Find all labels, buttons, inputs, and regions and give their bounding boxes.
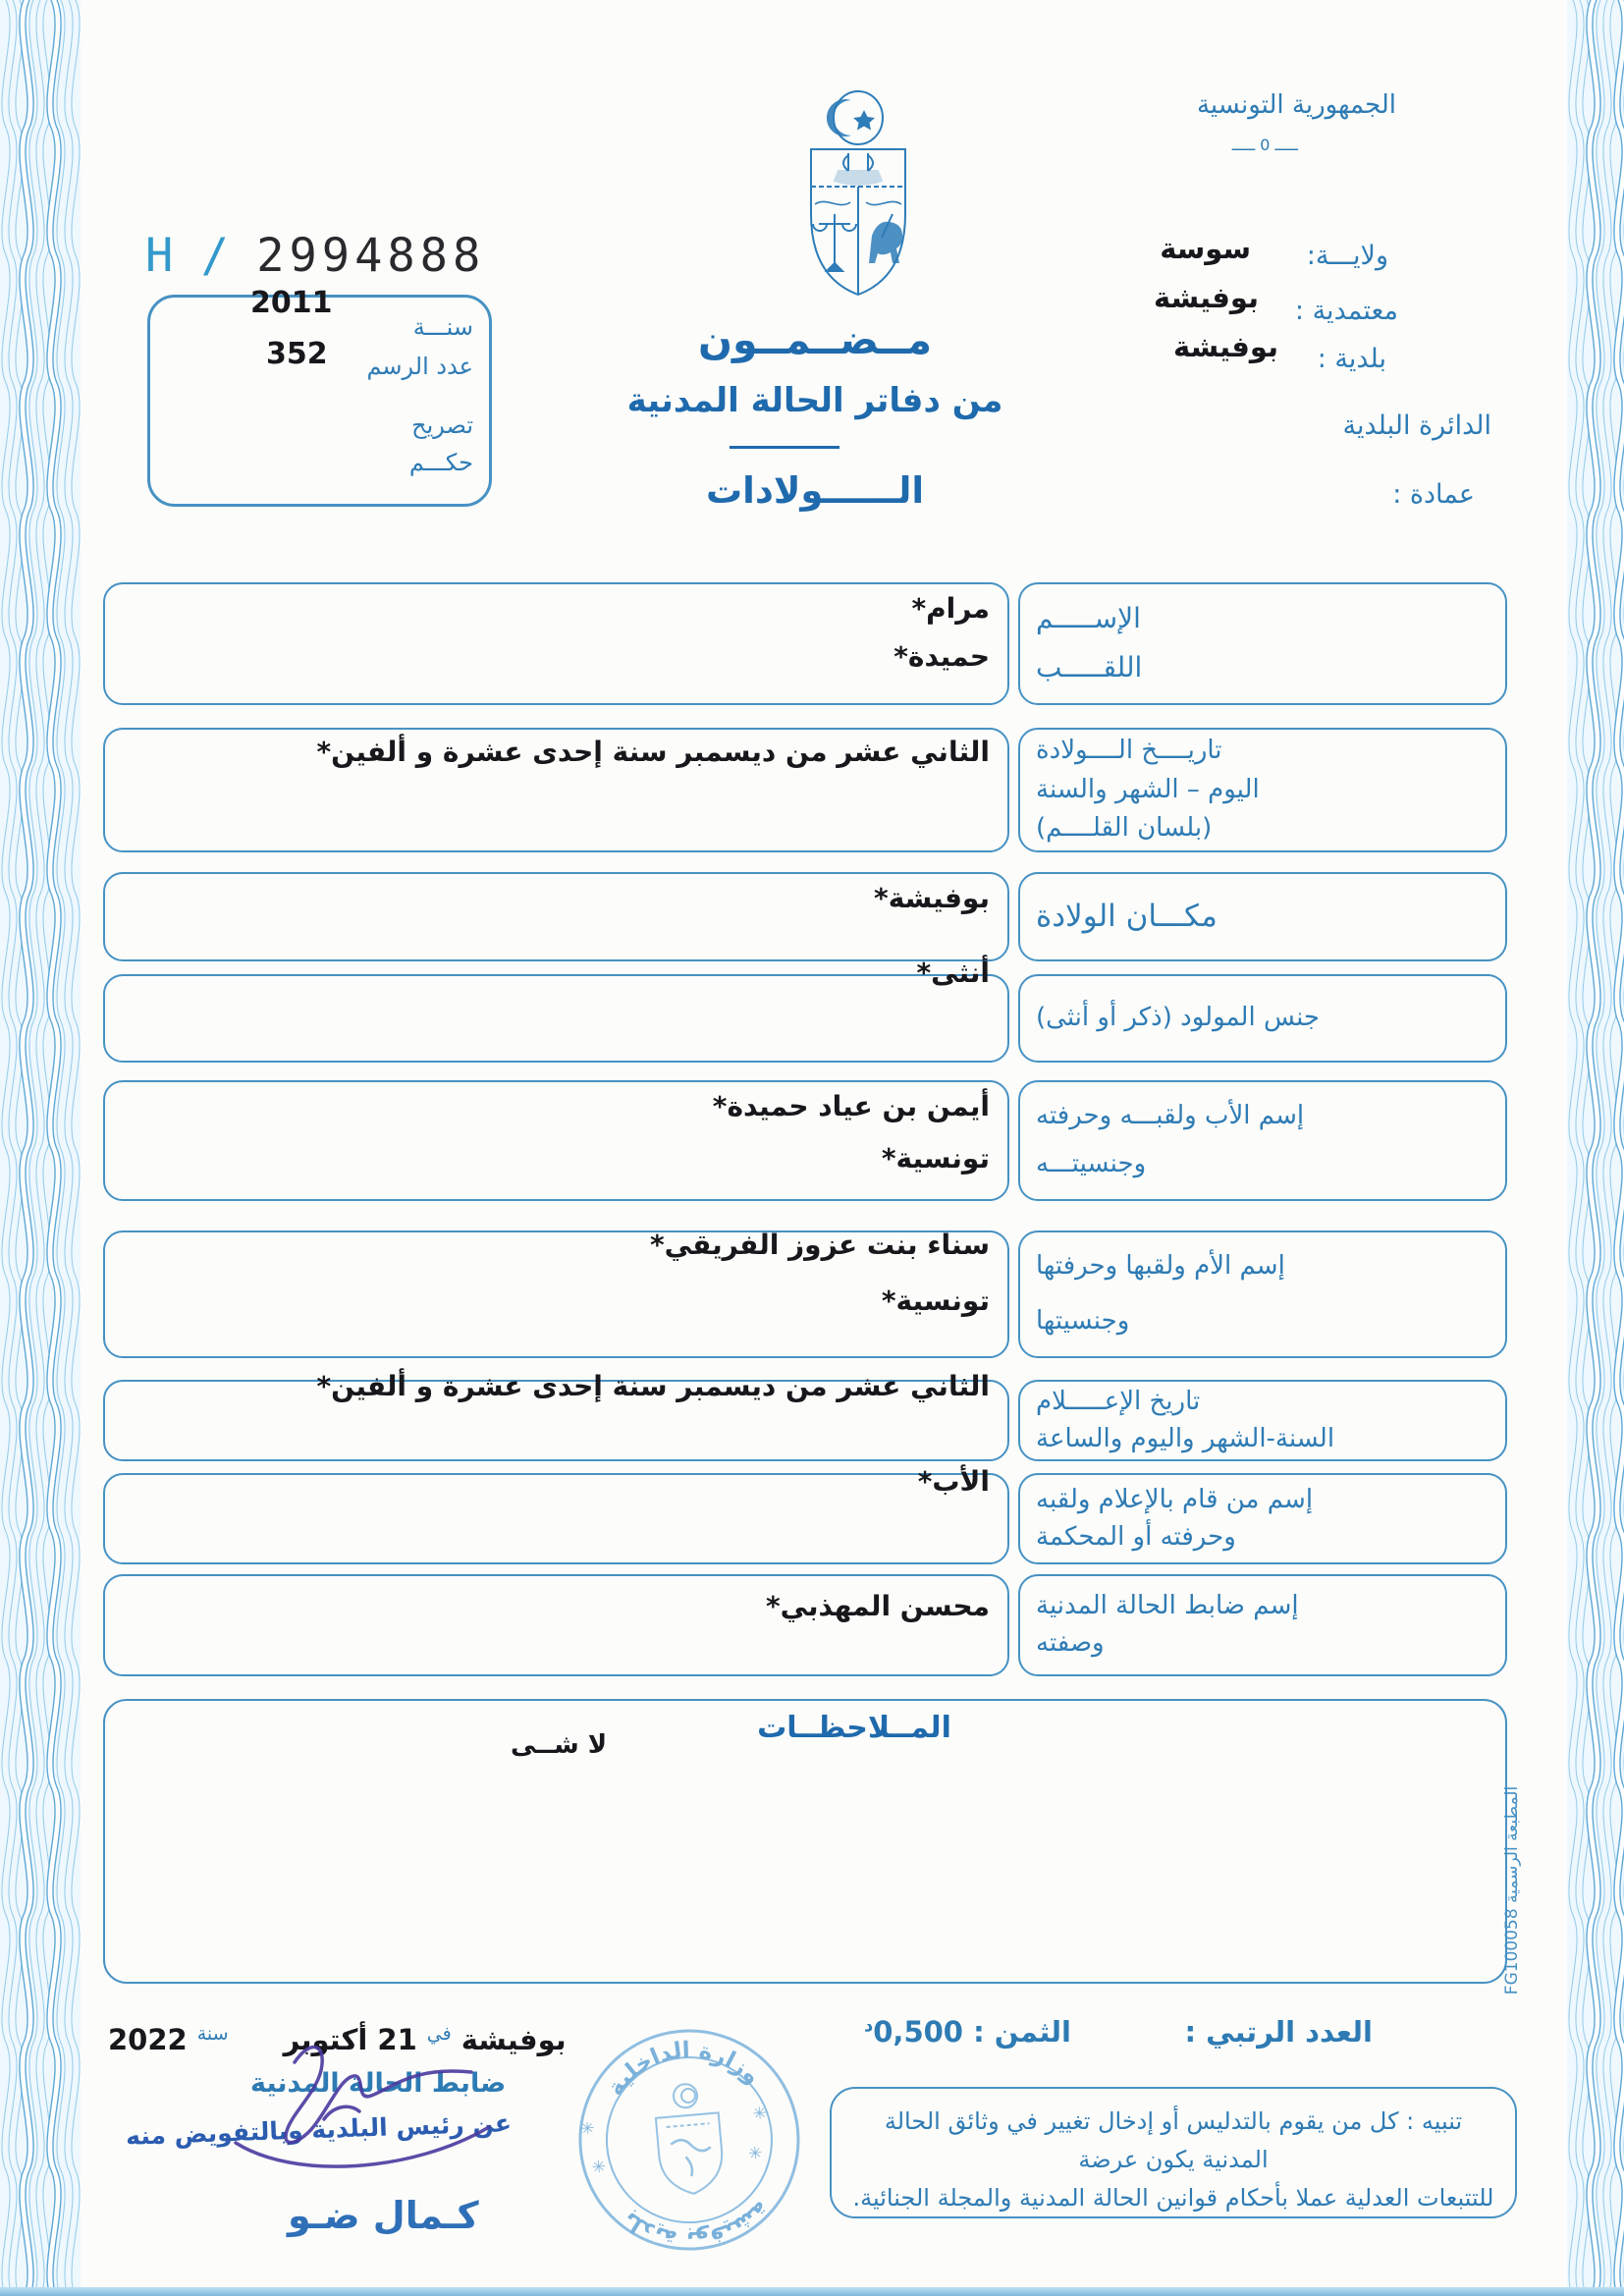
- warning-notice-box: [830, 2087, 1517, 2218]
- price-currency: د: [864, 2015, 874, 2037]
- republic-divider: ـــــ 0 ـــــ: [1231, 136, 1298, 154]
- price-label: الثمن :: [962, 2015, 1071, 2049]
- given-name-label: الإســـــم: [1036, 602, 1141, 635]
- remarks-value: لا شــى: [511, 1730, 608, 1760]
- surname-value: حميدة*: [893, 640, 990, 673]
- svg-text:✳: ✳: [747, 2143, 764, 2164]
- year-word: سنة: [196, 2023, 229, 2045]
- form-row-sex: [0, 957, 1624, 1063]
- civil-status-officer-title: ضابط الحالة المدنية: [250, 2068, 507, 2099]
- birth-date-value-box: [103, 728, 1009, 852]
- father-nationality-label: وجنسيتـــه: [1036, 1149, 1147, 1179]
- mother-nationality-label: وجنسيتها: [1036, 1306, 1130, 1337]
- father-value-box: [103, 1080, 1009, 1201]
- birth-date-sublabel: اليوم – الشهر والسنة: [1036, 774, 1260, 804]
- tunisia-coat-of-arms: [795, 88, 921, 304]
- notifier-label-box: [1018, 1473, 1507, 1564]
- birth-date-value: الثاني عشر من ديسمبر سنة إحدى عشرة و ألفين*: [316, 736, 990, 768]
- notifier-sublabel: وحرفته أو المحكمة: [1036, 1521, 1236, 1552]
- mother-name-value: سناء بنت عزوز الفريقي*: [649, 1229, 990, 1261]
- form-row-registrar: [0, 1574, 1624, 1676]
- title-births: الــــــولادات: [705, 469, 925, 512]
- municipality-label: بلدية :: [1317, 344, 1386, 374]
- warning-line-1: تنبيه : كل من يقوم بالتدليس أو إدخال تغيير في وثائق الحالة المدنية يكون عرضة: [884, 2107, 1463, 2173]
- registrar-label-box: [1018, 1574, 1507, 1676]
- governorate-value: سوسة: [1160, 232, 1251, 265]
- document-title: [550, 316, 1080, 512]
- form-row-notification-date: [0, 1370, 1624, 1461]
- notification-date-value: الثاني عشر من ديسمبر سنة إحدى عشرة و ألفين*: [316, 1370, 990, 1402]
- form-row-birth-place: [0, 872, 1624, 961]
- notifier-value: الأب*: [917, 1465, 990, 1498]
- serial-prefix: H /: [145, 229, 257, 283]
- price-value: 0,500: [873, 2015, 963, 2049]
- price-line: [864, 2015, 1071, 2049]
- svg-text:✳: ✳: [751, 2104, 768, 2125]
- signer-name: كـمال ضـو: [288, 2194, 479, 2237]
- mother-label-box: [1018, 1230, 1507, 1358]
- delegation-label: معتمدية :: [1294, 296, 1398, 326]
- name-label-box: [1018, 582, 1507, 705]
- notification-date-label: تاريخ الإعـــــلام: [1036, 1386, 1201, 1416]
- sex-label: جنس المولود (ذكر أو أنثى): [1036, 1003, 1321, 1033]
- father-nationality-value: تونسية*: [881, 1142, 990, 1175]
- form-row-father: [0, 1080, 1624, 1201]
- form-row-name: [0, 582, 1624, 705]
- registrar-sublabel: وصفته: [1036, 1628, 1105, 1658]
- stamp-center-emblem: [653, 2081, 726, 2196]
- official-printer-note: المطبعة الرسمية FG100058: [1502, 1785, 1522, 1995]
- father-label: إسم الأب ولقبـــه وحرفته: [1036, 1101, 1305, 1130]
- governorate-label: ولايـــة:: [1306, 241, 1388, 271]
- municipal-district-label: الدائرة البلدية: [1342, 410, 1491, 441]
- stamp-bottom-arc-text: بلدية بوفيشة: [618, 2195, 775, 2253]
- birth-place-value-box: [103, 872, 1009, 961]
- registrar-value-box: [103, 1574, 1009, 1676]
- birth-place-label-box: [1018, 872, 1507, 961]
- notification-date-sublabel: السنة-الشهر واليوم والساعة: [1036, 1423, 1335, 1453]
- mother-label: إسم الأم ولقبها وحرفتها: [1036, 1251, 1285, 1281]
- birth-date-label-box: [1018, 728, 1507, 852]
- act-number-label: عدد الرسم: [366, 353, 473, 380]
- notifier-label: إسم من قام بالإعلام ولقبه: [1036, 1484, 1314, 1514]
- warning-line-2: للتتبعات العدلية عملا بأحكام قوانين الحالة المدنية والمجلة الجنائية.: [852, 2183, 1494, 2212]
- remarks-title: المــلاحظــات: [757, 1711, 951, 1745]
- handwritten-signature: [177, 2033, 511, 2190]
- notifier-value-box: [103, 1465, 1009, 1564]
- name-value-box: [103, 582, 1009, 705]
- birth-date-label: تاريــــخ الــــولادة: [1036, 735, 1222, 765]
- republic-title: الجمهورية التونسية: [1196, 90, 1396, 120]
- registrar-value: محسن المهذبي*: [766, 1590, 990, 1622]
- year-label: سنـــة: [412, 313, 473, 341]
- registry-reference-box: [147, 286, 492, 507]
- judgment-label: حكـــم: [408, 449, 473, 476]
- form-row-mother: [0, 1230, 1624, 1358]
- page-bottom-edge: [0, 2287, 1624, 2296]
- mother-value-box: [103, 1230, 1009, 1358]
- municipal-round-stamp: [565, 2015, 815, 2266]
- delegation-stamp-line: عن رئيس البلدية وبالتفويض منه: [125, 2108, 513, 2151]
- form-row-birth-date: [0, 728, 1624, 852]
- declaration-label: تصريح: [411, 411, 473, 439]
- sex-value-box: [103, 957, 1009, 1063]
- birth-date-note: (بلسان القلــــم): [1036, 813, 1213, 844]
- svg-text:✳: ✳: [579, 2118, 596, 2140]
- registrar-label: إسم ضابط الحالة المدنية: [1036, 1591, 1299, 1621]
- birth-place-label: مكـــان الولادة: [1036, 899, 1218, 935]
- svg-text:✳: ✳: [590, 2157, 607, 2178]
- title-madmoun: مــضــمــون: [697, 316, 933, 363]
- serial-digits: 2994888: [256, 229, 486, 283]
- form-row-notifier: [0, 1465, 1624, 1564]
- title-underline: [730, 446, 839, 449]
- sector-label: عمادة :: [1392, 479, 1475, 510]
- birth-place-value: بوفيشة*: [874, 882, 990, 914]
- delegation-value: بوفيشة: [1154, 281, 1259, 314]
- act-number-value: 352: [266, 337, 328, 371]
- issue-day-month: 21 أكتوبر: [283, 2023, 417, 2056]
- notification-date-value-box: [103, 1370, 1009, 1461]
- sex-label-box: [1018, 974, 1507, 1063]
- issue-place: بوفيشة: [460, 2023, 567, 2056]
- mother-nationality-value: تونسية*: [881, 1285, 990, 1317]
- notification-date-label-box: [1018, 1380, 1507, 1461]
- stamp-top-arc-text: وزارة الداخلية: [602, 2037, 766, 2101]
- surname-label: اللقـــــب: [1036, 651, 1143, 684]
- municipality-value: بوفيشة: [1173, 330, 1278, 363]
- issue-year: 2022: [108, 2023, 188, 2056]
- serial-number: [145, 229, 485, 283]
- ordinal-number-label: العدد الرتبي :: [1184, 2015, 1373, 2049]
- year-value: 2011: [250, 286, 333, 320]
- title-registers: من دفاتر الحالة المدنية: [626, 381, 1003, 420]
- father-label-box: [1018, 1080, 1507, 1201]
- father-name-value: أيمن بن عياد حميدة*: [712, 1090, 990, 1122]
- sex-value: أنثى*: [916, 957, 990, 989]
- given-name-value: مرام*: [911, 592, 990, 625]
- in-word: في: [426, 2023, 452, 2045]
